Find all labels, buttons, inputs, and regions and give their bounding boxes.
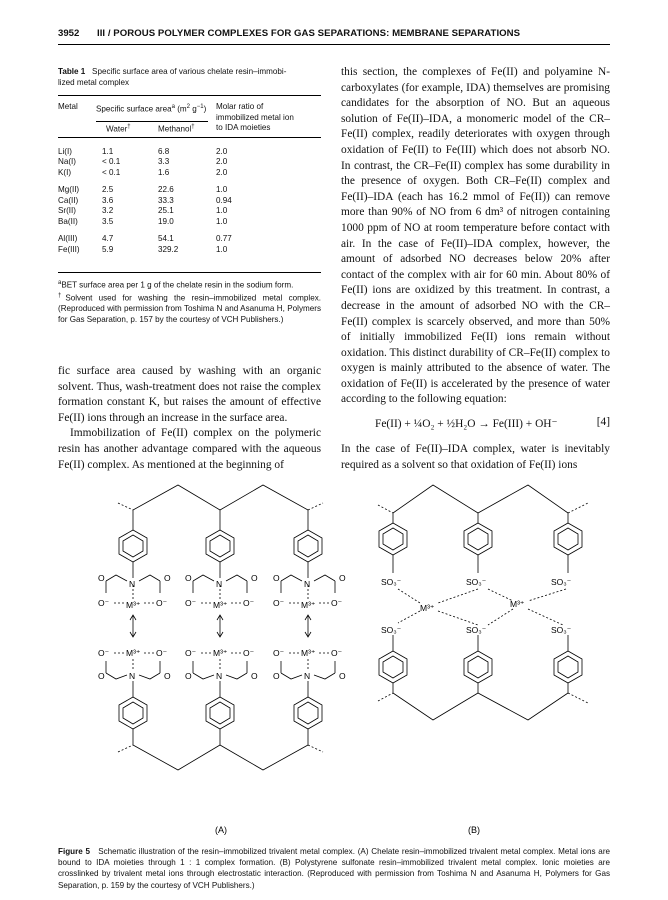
svg-text:M³⁺: M³⁺ xyxy=(126,648,141,658)
svg-text:N: N xyxy=(129,671,136,681)
table1-cell-methanol: 22.6 xyxy=(158,185,174,195)
svg-text:N: N xyxy=(304,671,311,681)
table1-cell-ratio: 1.0 xyxy=(216,185,228,195)
svg-text:O⁻: O⁻ xyxy=(331,598,343,608)
svg-text:O: O xyxy=(273,573,280,583)
table1-cell-metal: K(I) xyxy=(58,167,72,177)
svg-text:O: O xyxy=(185,671,192,681)
table1-top-rule xyxy=(58,95,321,96)
table1-footnote-b: †Solvent used for washing the resin–immobilized metal complex. (Reproduced with permission from Toshima N and Asanuma H, Polymers for Gas Separation, p. 157 by the courtesy of VCH Publishers.) xyxy=(58,292,321,325)
table1-cell-methanol: 25.1 xyxy=(158,206,174,216)
table1-footnotes xyxy=(58,278,321,325)
svg-text:O: O xyxy=(98,671,105,681)
page-number: 3952 xyxy=(58,28,80,39)
table1-cell-methanol: 6.8 xyxy=(158,146,170,156)
table1-row xyxy=(58,168,321,179)
svg-text:N: N xyxy=(304,579,311,589)
svg-text:O⁻: O⁻ xyxy=(243,648,255,658)
svg-text:O⁻: O⁻ xyxy=(243,598,255,608)
right-paragraph-1: this section, the complexes of Fe(II) and polyamine N-carboxylates (for example, IDA) themselves are promising candidates for the absorption of NO. But an aqueous solution of Fe(II)–IDA, a monomeric model of the CR–Fe(II) complex, readily deteriorates with oxygen through oxidation of Fe(II) to Fe(III) which does not absorb NO. In contrast, the CR–Fe(II) complex has some durability in the presence of oxygen. Both CR–Fe(II) complex and Fe(II)–IDA (each has 16.2 mmol of Fe(II)) can remove more than 90% of NO from 6 dm³ of nitrogen containing 1000 ppm of NO at room temperature before contact with air. In the case of Fe(II)–IDA complex, however, the amount of adsorbed NO decreases below 20% after contact of the complex with air for 60 min. About 80% of Fe(II) ions are oxidized by this treatment. In contrast, a decrease in the amount of adsorbed NO with the CR–Fe(II) complex is scarcely observed, and more than 50% of initially immobilized Fe(II) ions remain without oxidation. This distinct durability of CR–Fe(II) complex to oxygen is mainly attributed to the absence of water. The oxidation of Fe(II) is accelerated by the presence of water according to the following equation: xyxy=(341,66,610,406)
table1-cell-metal: Mg(II) xyxy=(58,185,80,195)
svg-text:O⁻: O⁻ xyxy=(98,598,110,608)
table1-cell-metal: Ba(II) xyxy=(58,216,78,226)
a-top-ring-1 xyxy=(119,530,147,562)
svg-text:O⁻: O⁻ xyxy=(331,648,343,658)
b-bottom-backbone xyxy=(393,693,568,720)
table1-cell-metal: Na(I) xyxy=(58,157,76,167)
running-title: III / POROUS POLYMER COMPLEXES FOR GAS SEPARATIONS: MEMBRANE SEPARATIONS xyxy=(97,28,521,39)
table1-cell-metal: Li(I) xyxy=(58,146,72,156)
svg-text:O⁻: O⁻ xyxy=(185,598,197,608)
right-column-text-2 xyxy=(341,442,610,473)
table1-header-ssa: Specific surface area$^a$ ($m^2$ $g^{-1}$) xyxy=(96,104,207,114)
table1-cell-methanol: 19.0 xyxy=(158,216,174,226)
table1-cell-methanol: 1.6 xyxy=(158,167,170,177)
table1-header-ratio: Molar ratio of immobilized metal ion to IDA moieties xyxy=(216,102,294,132)
b-top-backbone xyxy=(393,485,568,513)
svg-text:M³⁺: M³⁺ xyxy=(510,599,525,609)
svg-text:M³⁺: M³⁺ xyxy=(213,600,228,610)
table1-cell-ratio: 2.0 xyxy=(216,157,228,167)
svg-text:M³⁺: M³⁺ xyxy=(301,600,316,610)
table1-cell-water: 2.5 xyxy=(102,185,114,195)
table1-row xyxy=(58,196,321,207)
table1-cell-water: 4.7 xyxy=(102,234,114,244)
table1-cell-ratio: 1.0 xyxy=(216,244,228,254)
table1-cell-methanol: 329.2 xyxy=(158,244,179,254)
right-column-text xyxy=(341,65,610,408)
svg-text:SO₃⁻: SO₃⁻ xyxy=(551,625,572,635)
table1-cell-water: 3.6 xyxy=(102,195,114,205)
right-paragraph-2: In the case of Fe(II)–IDA complex, water is inevitably required as a solvent so that oxidation of Fe(II) ions xyxy=(341,443,610,471)
svg-text:SO₃⁻: SO₃⁻ xyxy=(381,577,402,587)
svg-text:M³⁺: M³⁺ xyxy=(301,648,316,658)
figure5-panel-a-label: (A) xyxy=(215,825,227,835)
left-paragraph-1: fic surface area caused by washing with an organic solvent. Thus, wash-treatment does not raise the complex formation constant K, but raises the amount of effective Fe(II) ions through an increase in the surface area. xyxy=(58,365,321,424)
table1-cell-ratio: 0.77 xyxy=(216,234,232,244)
svg-text:O: O xyxy=(339,573,346,583)
left-column-text xyxy=(58,364,321,473)
a-bottom-ring-2 xyxy=(206,697,234,729)
b-top-ring-2 xyxy=(464,523,492,555)
header-rule xyxy=(58,44,610,45)
figure5-panel-b-label: (B) xyxy=(468,825,480,835)
table1-cell-ratio: 0.94 xyxy=(216,195,232,205)
table1-header-water: Water† xyxy=(106,123,131,134)
svg-text:SO₃⁻: SO₃⁻ xyxy=(381,625,402,635)
svg-text:O: O xyxy=(273,671,280,681)
left-paragraph-2: Immobilization of Fe(II) complex on the polymeric resin has another advantage compared with the aqueous Fe(II) complex. As mentioned at the beginning of xyxy=(58,427,321,471)
table1-cell-metal: Sr(II) xyxy=(58,206,76,216)
svg-text:N: N xyxy=(216,579,223,589)
svg-text:O⁻: O⁻ xyxy=(273,648,285,658)
table1-cell-methanol: 3.3 xyxy=(158,157,170,167)
table1-row xyxy=(58,178,321,196)
table1-cell-water: 1.1 xyxy=(102,146,114,156)
svg-text:O: O xyxy=(339,671,346,681)
table1-cell-water: 5.9 xyxy=(102,244,114,254)
svg-text:SO₃⁻: SO₃⁻ xyxy=(466,577,487,587)
svg-text:N: N xyxy=(216,671,223,681)
a-bottom-backbone xyxy=(133,745,308,770)
svg-text:M³⁺: M³⁺ xyxy=(213,648,228,658)
svg-text:M³⁺: M³⁺ xyxy=(420,603,435,613)
table1-cell-metal: Fe(III) xyxy=(58,244,80,254)
table1 xyxy=(58,98,321,255)
a-bottom-ring-1 xyxy=(119,697,147,729)
svg-text:O: O xyxy=(185,573,192,583)
a-top-ring-3 xyxy=(294,530,322,562)
a-top-ring-2 xyxy=(206,530,234,562)
b-top-ring-3 xyxy=(554,523,582,555)
b-top-ring-1 xyxy=(379,523,407,555)
table1-cell-water: < 0.1 xyxy=(102,157,121,167)
table1-header-rule xyxy=(58,137,321,138)
svg-text:O⁻: O⁻ xyxy=(156,598,168,608)
table1-row xyxy=(58,227,321,245)
svg-text:N: N xyxy=(129,579,136,589)
table1-header-methanol: Methanol† xyxy=(158,123,195,134)
a-bottom-ring-3 xyxy=(294,697,322,729)
equation-text: Fe(II) + ¼O₂ + ½H₂O → Fe(III) + OH⁻ xyxy=(375,418,558,430)
b-bottom-ring-1 xyxy=(379,651,407,683)
table1-cell-ratio: 2.0 xyxy=(216,167,228,177)
svg-text:O⁻: O⁻ xyxy=(98,648,110,658)
table1-header-metal: Metal xyxy=(58,102,78,111)
a-arrows xyxy=(130,615,311,637)
svg-text:O: O xyxy=(98,573,105,583)
svg-text:O⁻: O⁻ xyxy=(185,648,197,658)
a-top-backbone xyxy=(133,485,308,510)
table1-label: Table 1 xyxy=(58,67,86,76)
svg-text:SO₃⁻: SO₃⁻ xyxy=(551,577,572,587)
table1-row xyxy=(58,147,321,158)
svg-text:O⁻: O⁻ xyxy=(156,648,168,658)
table1-row xyxy=(58,245,321,256)
svg-text:O: O xyxy=(251,671,258,681)
svg-text:O: O xyxy=(164,573,171,583)
table1-cell-methanol: 33.3 xyxy=(158,195,174,205)
figure5-diagram xyxy=(58,475,610,845)
table1-cell-water: < 0.1 xyxy=(102,167,121,177)
figure5-caption-text: Schematic illustration of the resin–immobilized trivalent metal complex. (A) Chelate resin–immobilized trivalent metal complex. Metal ions are bound to IDA moieties through 1 : 1 complex formation. (B) Polystyrene sulfonate resin–immobilized trivalent metal complex. Ionic moieties are crosslinked by trivalent metal ions through electrostatic interaction. (Reproduced with permission from Toshima N and Asanuma H, Polymers for Gas Separation, p. 159 by the courtesy of VCH Publishers.) xyxy=(58,847,611,890)
svg-text:M³⁺: M³⁺ xyxy=(126,600,141,610)
svg-text:O: O xyxy=(251,573,258,583)
table1-cell-ratio: 2.0 xyxy=(216,146,228,156)
table1-bottom-rule xyxy=(58,272,321,273)
b-bottom-ring-3 xyxy=(554,651,582,683)
table1-cell-ratio: 1.0 xyxy=(216,206,228,216)
table1-cell-ratio: 1.0 xyxy=(216,216,228,226)
svg-text:O⁻: O⁻ xyxy=(273,598,285,608)
table1-cell-water: 3.5 xyxy=(102,216,114,226)
table1-row xyxy=(58,206,321,217)
svg-text:O: O xyxy=(164,671,171,681)
table1-row xyxy=(58,217,321,228)
table1-footnote-a: $^a$BET surface area per 1 g of the chelate resin in the sodium form. xyxy=(58,280,294,290)
table1-caption: Table 1 Specific surface area of various chelate resin–immobi- lized metal complex xyxy=(58,67,287,87)
table1-cell-metal: Al(III) xyxy=(58,234,78,244)
table1-row xyxy=(58,157,321,168)
table1-cell-metal: Ca(II) xyxy=(58,195,79,205)
svg-text:SO₃⁻: SO₃⁻ xyxy=(466,625,487,635)
figure5-caption xyxy=(58,846,610,891)
table1-cell-methanol: 54.1 xyxy=(158,234,174,244)
table1-cell-water: 3.2 xyxy=(102,206,114,216)
b-bottom-ring-2 xyxy=(464,651,492,683)
equation-number: [4] xyxy=(596,416,610,428)
figure5-caption-label: Figure 5 xyxy=(58,847,90,856)
